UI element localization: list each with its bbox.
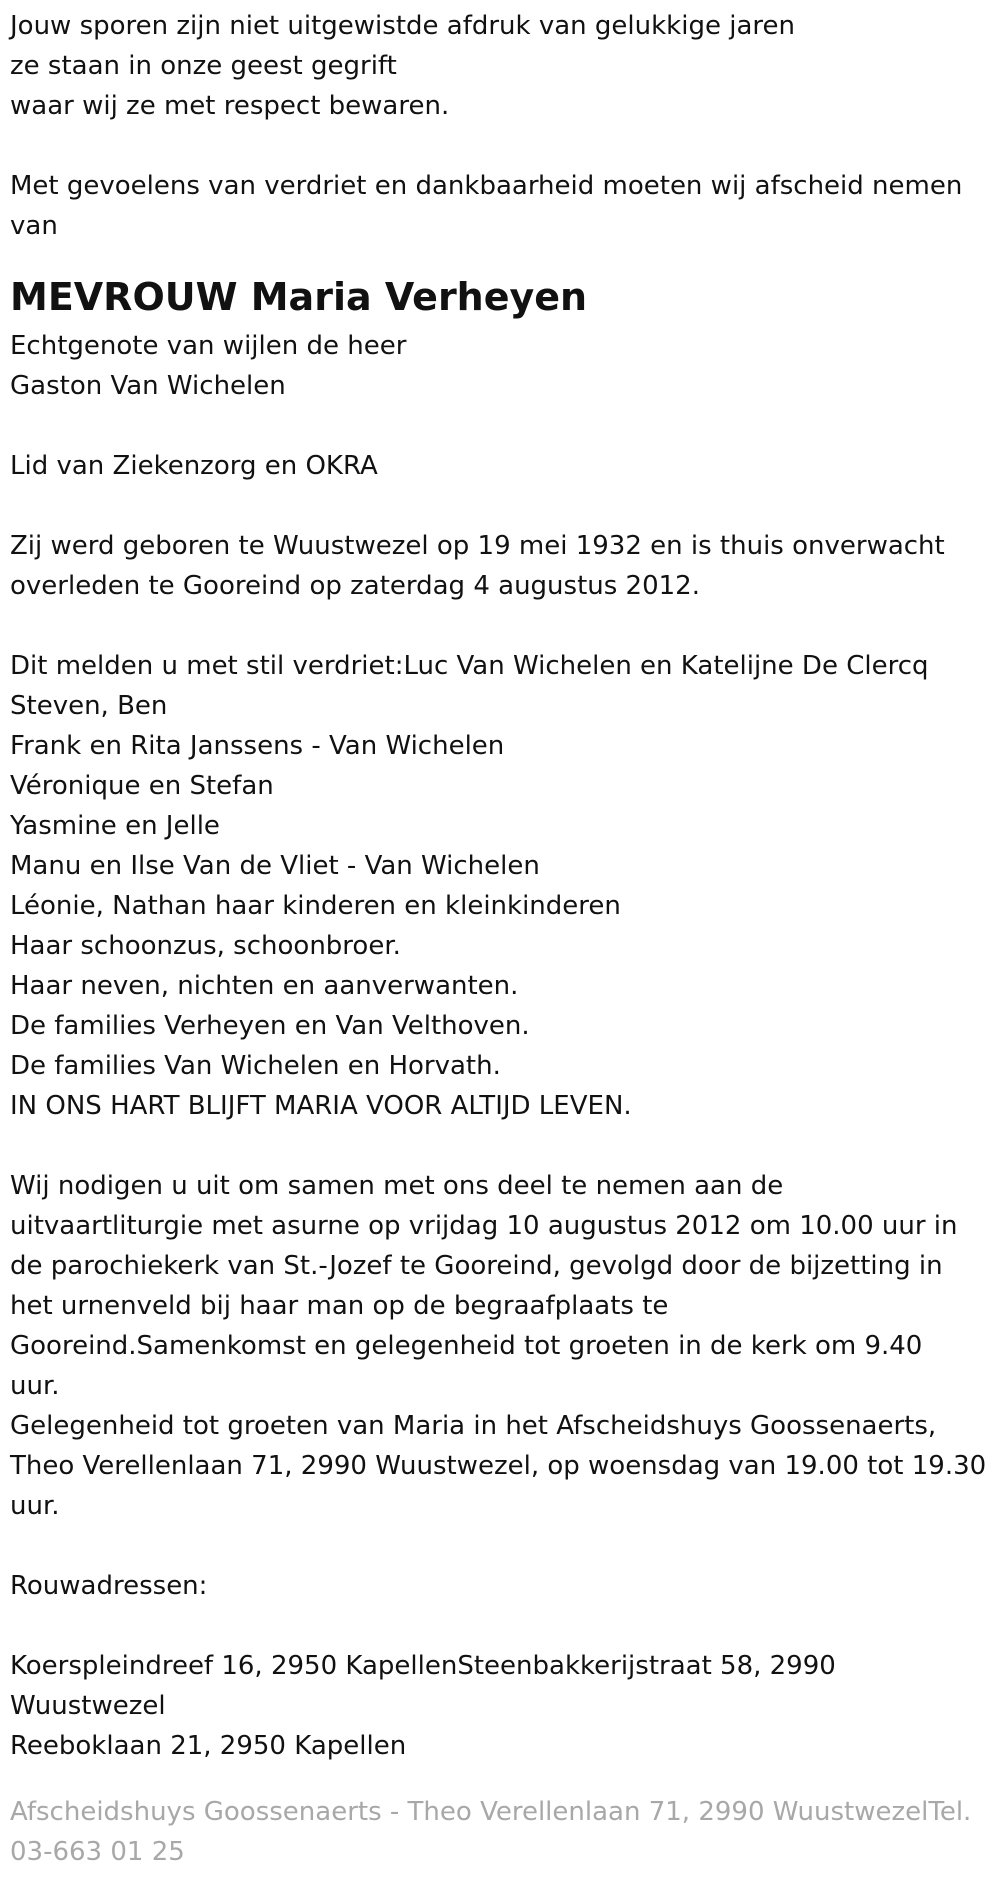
spacer <box>10 1126 1000 1166</box>
intro-line: van <box>10 211 58 241</box>
birth-death <box>10 526 1000 606</box>
spacer <box>10 486 1000 526</box>
family-list <box>10 646 1000 1126</box>
addresses-label: Rouwadressen: <box>10 1571 208 1601</box>
family-line: Dit melden u met stil verdriet:Luc Van Wichelen en Katelijne De Clercq <box>10 651 929 681</box>
invitation-line: Gooreind.Samenkomst en gelegenheid tot groeten in de kerk om 9.40 <box>10 1331 923 1361</box>
family-line: Steven, Ben <box>10 691 168 721</box>
intro <box>10 166 1000 246</box>
family-line: Haar schoonzus, schoonbroer. <box>10 931 401 961</box>
invitation-line: de parochiekerk van St.-Jozef te Gooreind, gevolgd door de bijzetting in <box>10 1251 943 1281</box>
family-line: De families Verheyen en Van Velthoven. <box>10 1011 530 1041</box>
invitation-line: Wij nodigen u uit om samen met ons deel te nemen aan de <box>10 1171 784 1201</box>
address-line: Reeboklaan 21, 2950 Kapellen <box>10 1731 407 1761</box>
invitation-line: uitvaartliturgie met asurne op vrijdag 10 augustus 2012 om 10.00 uur in <box>10 1211 958 1241</box>
spouse-line: Gaston Van Wichelen <box>10 371 286 401</box>
address-line: Wuustwezel <box>10 1691 166 1721</box>
spacer <box>10 406 1000 446</box>
footer-line: 03-663 01 25 <box>10 1837 185 1867</box>
poem <box>10 6 1000 126</box>
invitation-line: uur. <box>10 1491 60 1521</box>
spacer <box>10 1606 1000 1646</box>
family-line: IN ONS HART BLIJFT MARIA VOOR ALTIJD LEVEN. <box>10 1091 632 1121</box>
membership: Lid van Ziekenzorg en OKRA <box>10 451 378 481</box>
spacer <box>10 1526 1000 1566</box>
poem-line: Jouw sporen zijn niet uitgewistde afdruk van gelukkige jaren <box>10 11 795 41</box>
deceased-name: MEVROUW Maria Verheyen <box>10 275 588 319</box>
family-line: Véronique en Stefan <box>10 771 274 801</box>
funeral-home-footer <box>10 1792 1000 1872</box>
family-line: Manu en Ilse Van de Vliet - Van Wichelen <box>10 851 540 881</box>
poem-line: waar wij ze met respect bewaren. <box>10 91 450 121</box>
birth-death-line: Zij werd geboren te Wuustwezel op 19 mei 1932 en is thuis onverwacht <box>10 531 945 561</box>
spacer <box>10 606 1000 646</box>
invitation-line: Theo Verellenlaan 71, 2990 Wuustwezel, op woensdag van 19.00 tot 19.30 <box>10 1451 987 1481</box>
intro-line: Met gevoelens van verdriet en dankbaarheid moeten wij afscheid nemen <box>10 171 963 201</box>
footer-line: Afscheidshuys Goossenaerts - Theo Verellenlaan 71, 2990 WuustwezelTel. <box>10 1797 972 1827</box>
family-line: Léonie, Nathan haar kinderen en kleinkinderen <box>10 891 621 921</box>
invitation-line: uur. <box>10 1371 60 1401</box>
family-line: De families Van Wichelen en Horvath. <box>10 1051 501 1081</box>
spouse-info <box>10 326 1000 406</box>
poem-line: ze staan in onze geest gegrift <box>10 51 397 81</box>
spouse-line: Echtgenote van wijlen de heer <box>10 331 407 361</box>
invitation-line: Gelegenheid tot groeten van Maria in het Afscheidshuys Goossenaerts, <box>10 1411 937 1441</box>
birth-death-line: overleden te Gooreind op zaterdag 4 augustus 2012. <box>10 571 700 601</box>
funeral-invitation <box>10 1166 1000 1526</box>
spacer <box>10 126 1000 166</box>
address-line: Koerspleindreef 16, 2950 KapellenSteenbakkerijstraat 58, 2990 <box>10 1651 836 1681</box>
family-line: Yasmine en Jelle <box>10 811 220 841</box>
invitation-line: het urnenveld bij haar man op de begraafplaats te <box>10 1291 669 1321</box>
family-line: Haar neven, nichten en aanverwanten. <box>10 971 519 1001</box>
addresses <box>10 1646 1000 1766</box>
family-line: Frank en Rita Janssens - Van Wichelen <box>10 731 505 761</box>
